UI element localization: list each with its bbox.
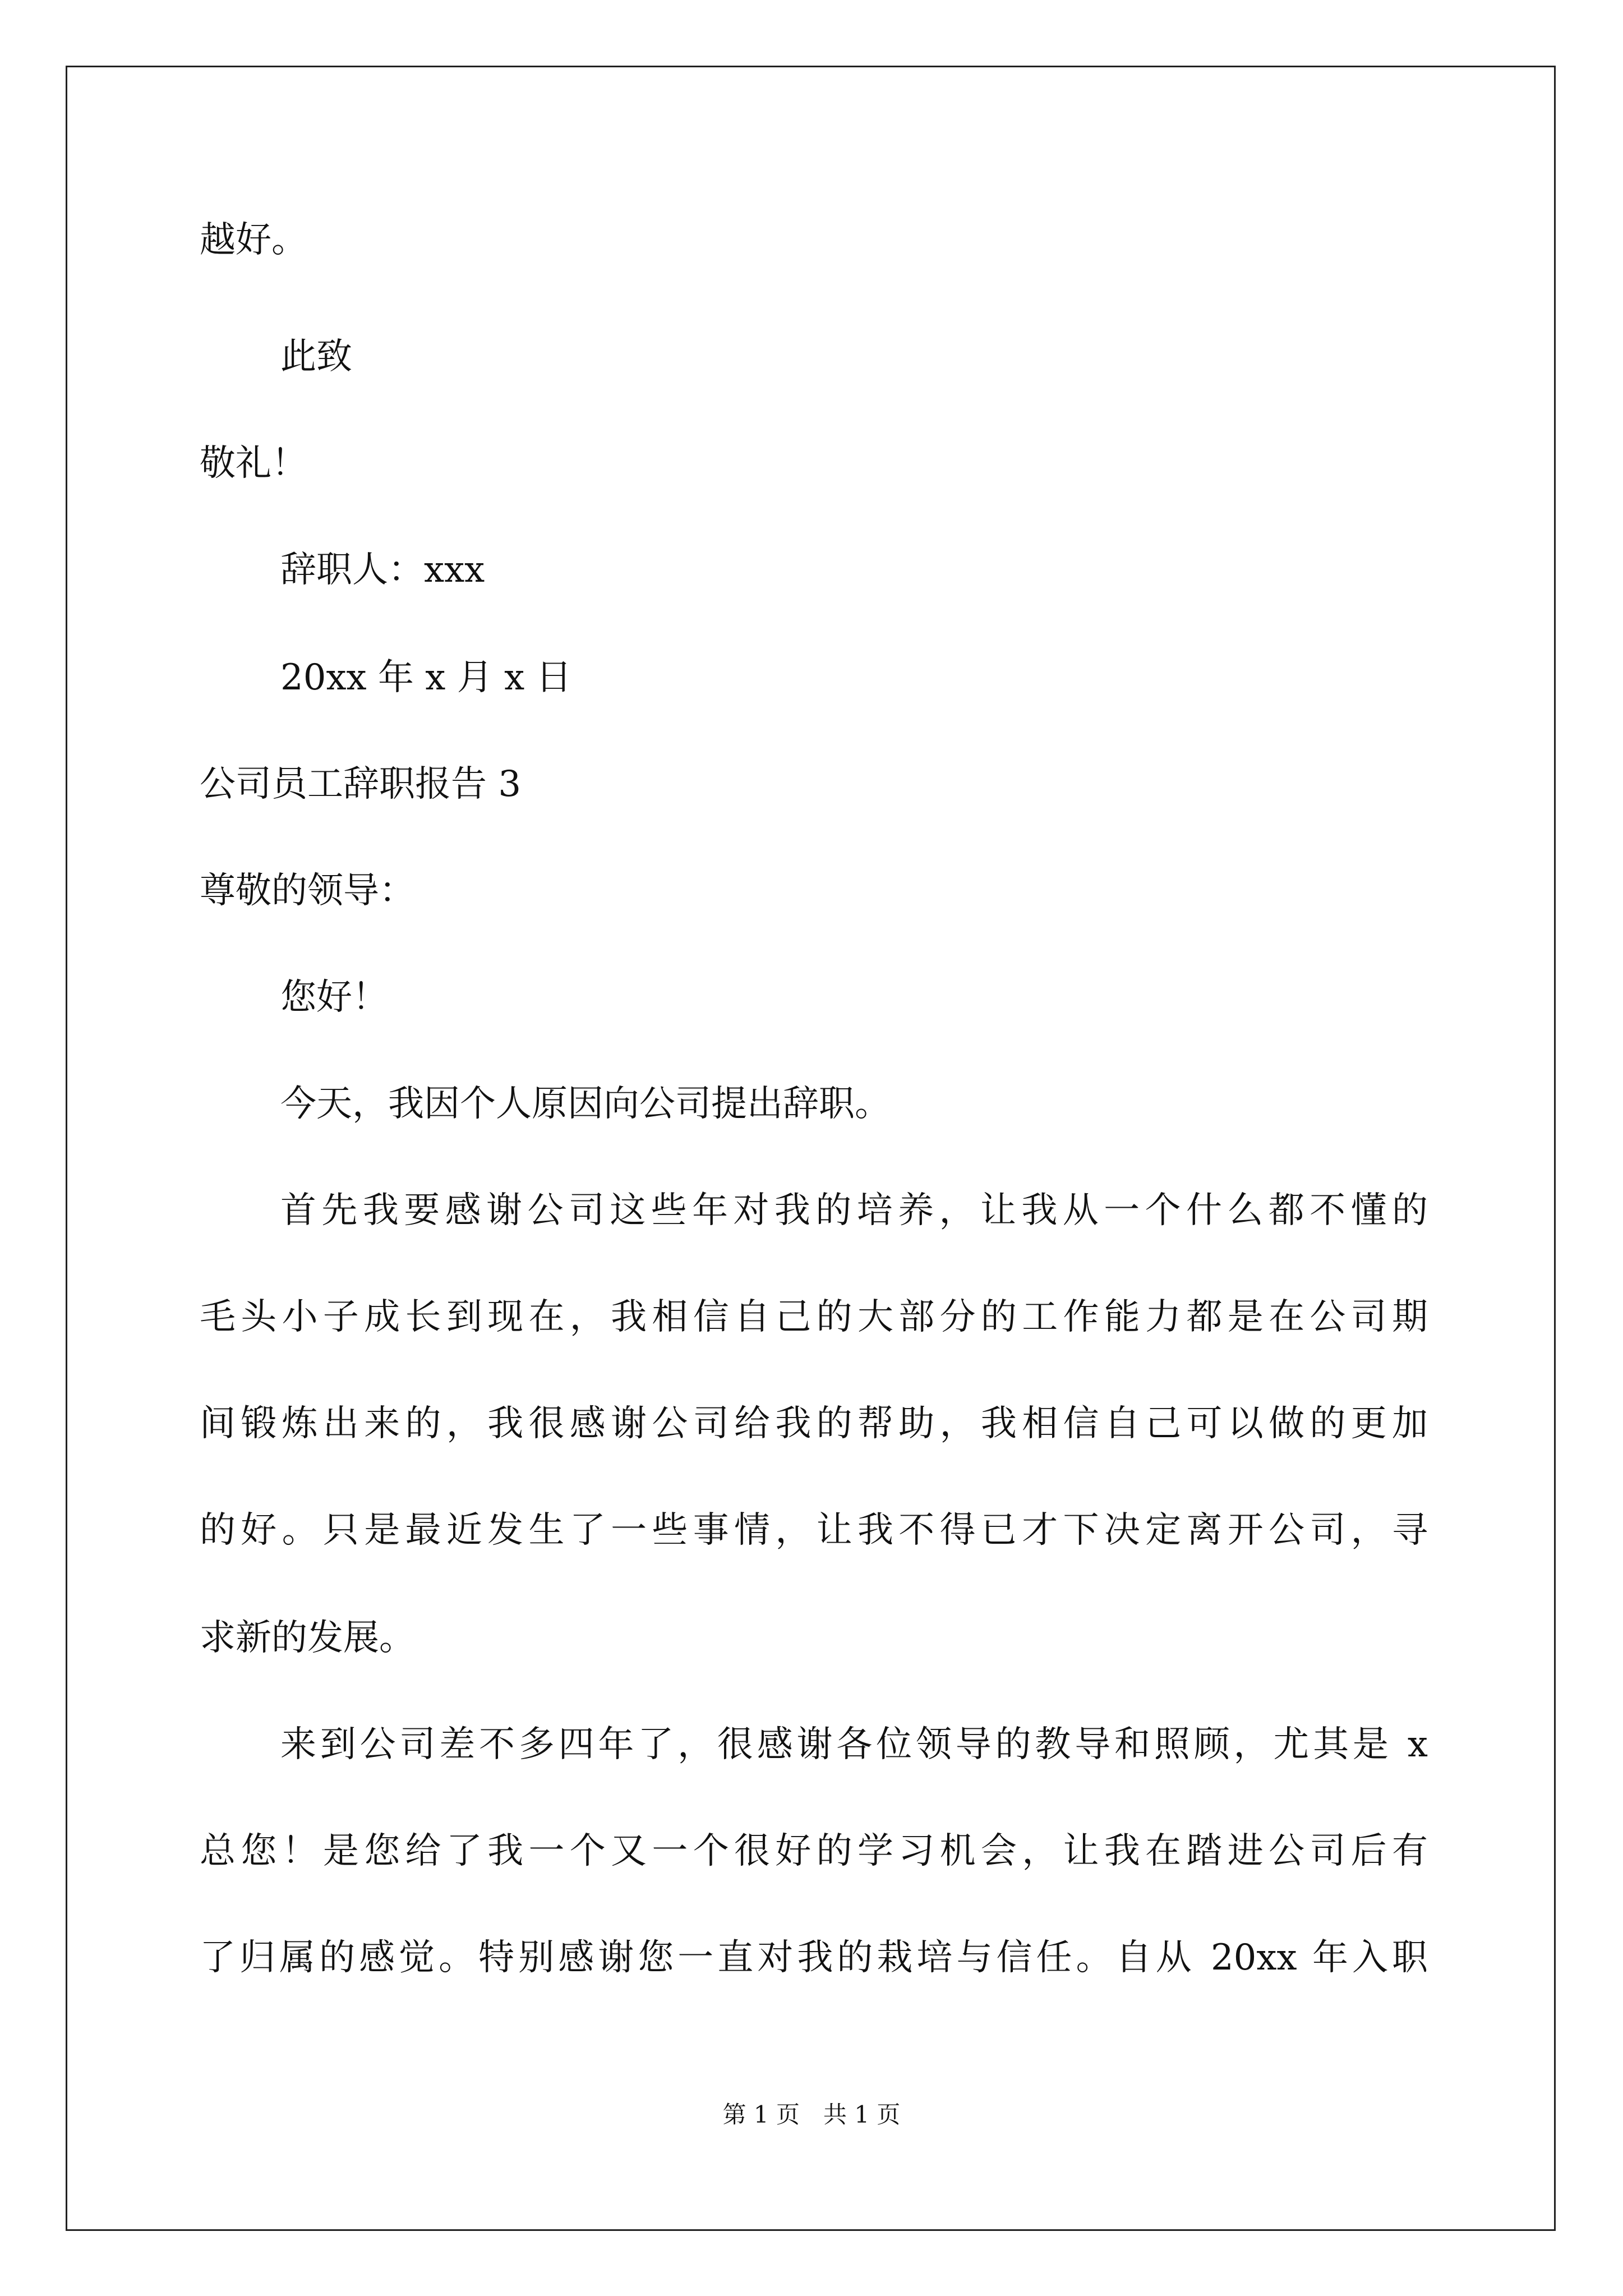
paragraph-line: 来到公司差不多四年了，很感谢各位领导的教导和照顾，尤其是 x (280, 1724, 1428, 1765)
paragraph-line: 的好。只是最近发生了一些事情，让我不得已才下决定离开公司，寻 (200, 1510, 1428, 1551)
page-footer: 第 1 页 共 1 页 (722, 2101, 901, 2128)
paragraph-line: 了归属的感觉。特别感谢您一直对我的栽培与信任。自从 20xx 年入职 (200, 1937, 1428, 1978)
paragraph-line: 毛头小子成长到现在，我相信自己的大部分的工作能力都是在公司期 (200, 1296, 1428, 1338)
text-line-addressee: 尊敬的领导： (200, 870, 415, 912)
text-line-signer: 辞职人：xxx (280, 549, 485, 591)
page-frame (66, 66, 1556, 2231)
paragraph-line: 总您！是您给了我一个又一个很好的学习机会，让我在踏进公司后有 (200, 1830, 1428, 1872)
text-line-salutation: 此致 (280, 336, 352, 378)
paragraph-line: 间锻炼出来的，我很感谢公司给我的帮助，我相信自己可以做的更加 (200, 1403, 1428, 1444)
paragraph-line: 首先我要感谢公司这些年对我的培养，让我从一个什么都不懂的 (280, 1190, 1428, 1231)
text-line-regards: 敬礼！ (200, 443, 307, 484)
paragraph-line: 今天，我因个人原因向公司提出辞职。 (280, 1083, 891, 1125)
paragraph-line: 求新的发展。 (200, 1617, 415, 1659)
text-line-greeting: 您好！ (280, 977, 388, 1018)
section-heading: 公司员工辞职报告 3 (200, 763, 522, 805)
text-line-date: 20xx 年 x 月 x 日 (280, 657, 572, 698)
text-line-closing: 越好。 (200, 219, 307, 261)
